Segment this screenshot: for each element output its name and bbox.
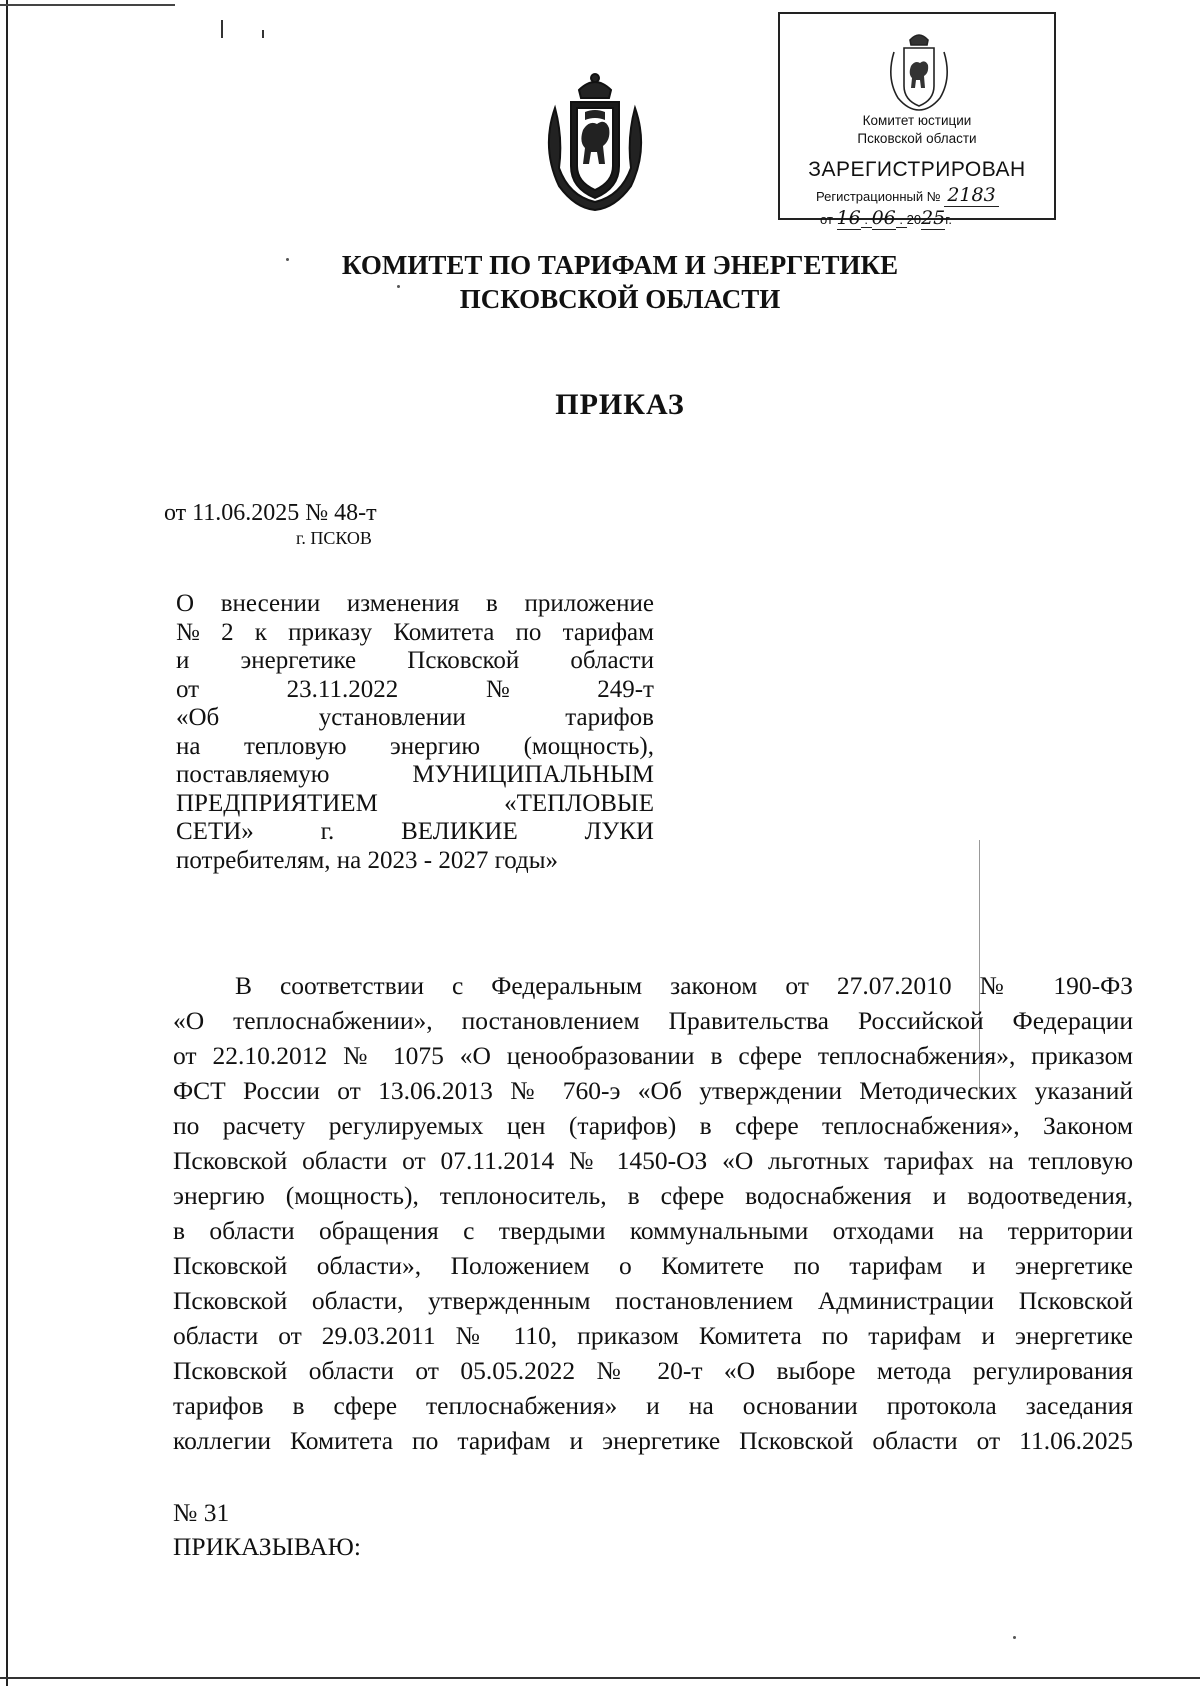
subject-word: 23.11.2022 [286, 675, 399, 703]
preamble-line: области от 29.03.2011 № 110, приказом Комитета по тарифам и энергетике [173, 1321, 1133, 1350]
stamp-agency-line1: Комитет юстиции [862, 113, 972, 128]
subject-word: тарифов [565, 704, 654, 731]
coat-of-arms-emblem [535, 68, 655, 216]
subject-word: тарифам [562, 618, 654, 646]
document-type-heading: ПРИКАЗ [555, 388, 685, 421]
subject-line [176, 619, 654, 648]
subject-word: в [486, 590, 498, 617]
subject-word: 249-т [597, 675, 654, 703]
subject-line [176, 676, 654, 705]
subject-line [176, 761, 654, 790]
stamp-date-year-suffix: 25 [921, 207, 946, 229]
subject-word: внесении [220, 590, 321, 617]
subject-line [176, 733, 654, 762]
organization-title [300, 248, 940, 316]
subject-word: области [570, 647, 654, 674]
subject-word: ВЕЛИКИЕ [401, 818, 518, 845]
preamble-line: тарифов в сфере теплоснабжения» и на основании протокола заседания [173, 1391, 1133, 1420]
document-subject [176, 590, 654, 875]
subject-word: г. [320, 818, 335, 845]
scan-dot [1013, 1636, 1016, 1639]
stamp-reg-label: Регистрационный № [816, 189, 941, 204]
scan-edge-bottom [0, 1677, 1200, 1679]
subject-word: изменения [346, 590, 460, 617]
subject-word: «Об [176, 704, 220, 731]
subject-word: СЕТИ» [176, 818, 254, 845]
subject-word: к [254, 618, 267, 646]
preamble-paragraph [173, 968, 1133, 1458]
stamp-date-year-mark: г. [945, 212, 953, 227]
preamble-line: энергию (мощность), теплоноситель, в сфере водоснабжения и водоотведения, [173, 1181, 1133, 1210]
preamble-line: ФСТ России от 13.06.2013 № 760-э «Об утверждении Методических указаний [173, 1076, 1133, 1105]
subject-line [176, 704, 654, 733]
preamble-line: от 22.10.2012 № 1075 «О ценообразовании в сфере теплоснабжения», приказом [173, 1041, 1133, 1070]
subject-word: приложение [524, 590, 654, 617]
preamble-line: Псковской области», Положением о Комитете по тарифам и энергетике [173, 1251, 1133, 1280]
subject-line [176, 790, 654, 819]
subject-word: энергетике [240, 647, 357, 674]
subject-word: Псковской [407, 647, 520, 674]
scan-dot [286, 258, 289, 261]
subject-line [176, 818, 654, 847]
subject-word: 2 [221, 618, 234, 646]
scan-edge-top [0, 4, 175, 6]
preamble-line: Псковской области от 05.05.2022 № 20-т «О выборе метода регулирования [173, 1356, 1133, 1385]
subject-word: на [176, 732, 201, 760]
stamp-date-line: от 16 . 06 . 2025г. [820, 207, 953, 229]
preamble-line: Псковской области от 07.11.2014 № 1450-ОЗ «О льготных тарифах на тепловую [173, 1146, 1133, 1175]
subject-word: установлении [318, 704, 466, 731]
subject-line: потребителям, на 2023 - 2027 годы» [176, 846, 559, 874]
preamble-line: «О теплоснабжении», постановлением Правительства Российской Федерации [173, 1006, 1133, 1035]
subject-word: ЛУКИ [584, 818, 654, 845]
stamp-date-year-prefix: 20 [906, 212, 922, 227]
subject-word: ПРЕДПРИЯТИЕМ [176, 789, 378, 817]
stamp-reg-number: 2183 [944, 184, 998, 207]
stamp-date-month: 06 [871, 207, 896, 229]
scan-mark [221, 20, 223, 38]
subject-word: поставляемую [176, 761, 330, 788]
subject-word: № [485, 675, 510, 703]
document-city: г. ПСКОВ [296, 528, 372, 548]
subject-line [176, 647, 654, 676]
stamp-date-day: 16 [836, 207, 861, 229]
preamble-line: по расчету регулируемых цен (тарифов) в сфере теплоснабжения», Законом [173, 1111, 1133, 1140]
preamble-line: в области обращения с твердыми коммунальными отходами на территории [173, 1216, 1133, 1245]
scan-edge-left [6, 0, 8, 1686]
subject-word: О [176, 590, 195, 617]
preamble-line: коллегии Комитета по тарифам и энергетике Псковской области от 11.06.2025 [173, 1426, 1133, 1455]
stamp-status: ЗАРЕГИСТРИРОВАН [808, 158, 1026, 181]
subject-word: «ТЕПЛОВЫЕ [504, 789, 654, 817]
stamp-registration-number-line [816, 184, 999, 206]
scan-mark [262, 30, 264, 38]
org-title-line2: ПСКОВСКОЙ ОБЛАСТИ [459, 284, 781, 314]
preamble-protocol-number: № 31 [173, 1498, 230, 1527]
order-word: ПРИКАЗЫВАЮ: [173, 1532, 361, 1561]
subject-word: и [176, 647, 190, 674]
subject-word: от [176, 675, 200, 703]
stamp-date-prefix: от [820, 212, 833, 227]
subject-word: МУНИЦИПАЛЬНЫМ [412, 761, 654, 788]
registration-stamp [778, 12, 1056, 229]
subject-word: по [515, 618, 542, 646]
subject-word: (мощность), [523, 732, 654, 760]
preamble-line: В соответствии с Федеральным законом от 27.07.2010 № 190-ФЗ [235, 971, 1133, 1000]
org-title-line1: КОМИТЕТ ПО ТАРИФАМ И ЭНЕРГЕТИКЕ [341, 250, 899, 280]
subject-word: тепловую [244, 732, 347, 760]
subject-word: № [176, 618, 200, 646]
subject-line [176, 590, 654, 619]
subject-word: энергию [390, 732, 481, 760]
document-date-number: от 11.06.2025 № 48-т [164, 500, 377, 526]
stamp-agency-line2: Псковской области [857, 131, 977, 146]
subject-word: приказу [288, 618, 373, 646]
stamp-emblem-icon [882, 28, 956, 112]
preamble-line: Псковской области, утвержденным постановлением Администрации Псковской [173, 1286, 1133, 1315]
subject-word: Комитета [393, 618, 495, 646]
